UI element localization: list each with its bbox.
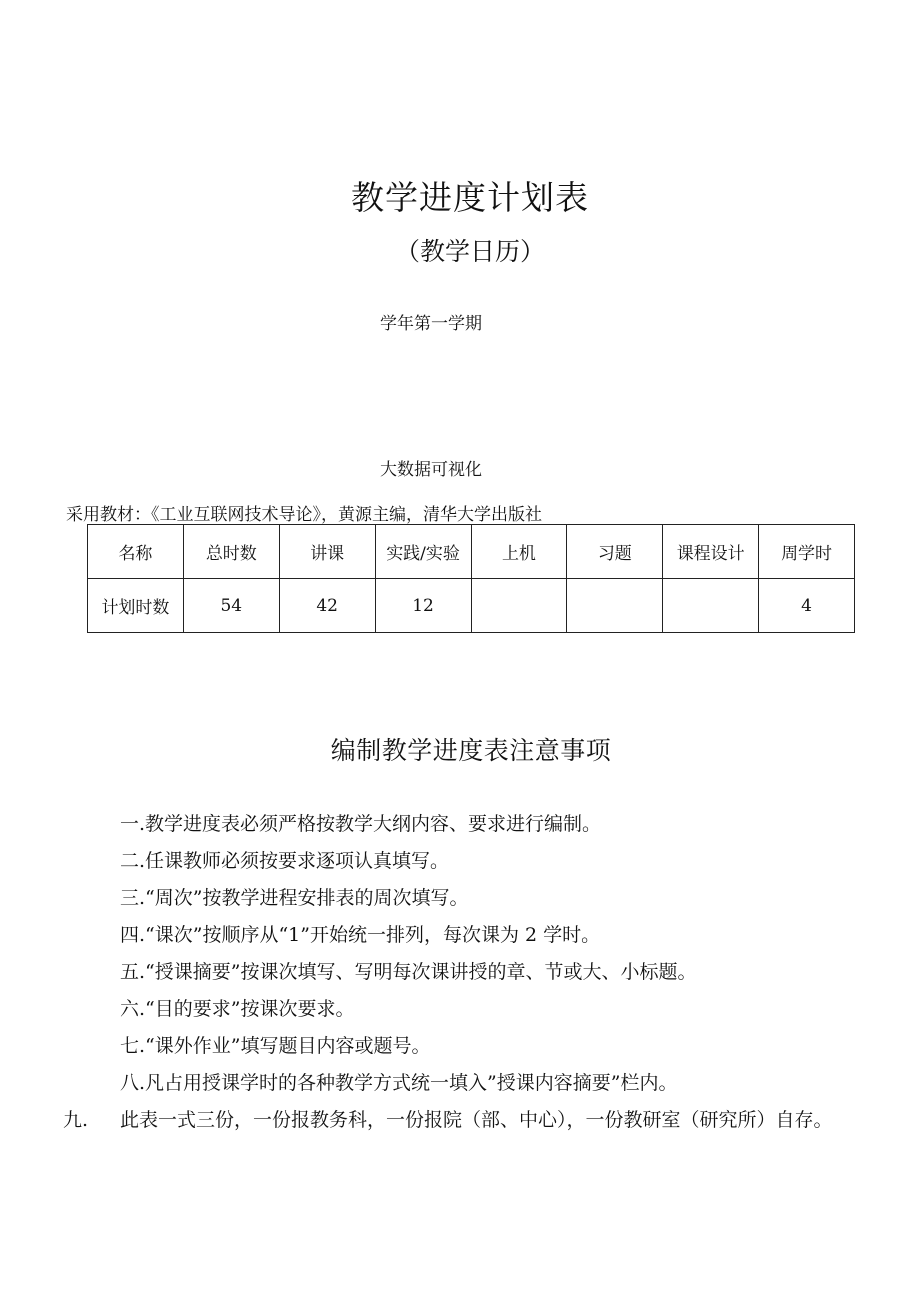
item-text: “目的要求”按课次要求。 bbox=[145, 998, 355, 1020]
table-row bbox=[88, 579, 855, 633]
item-text: “授课摘要”按课次填写、写明每次课讲授的章、节或大、小标题。 bbox=[145, 961, 697, 983]
column-header: 课程设计 bbox=[663, 525, 759, 579]
item-number: 一. bbox=[120, 813, 146, 835]
list-item bbox=[120, 991, 880, 1028]
column-header: 周学时 bbox=[759, 525, 855, 579]
table-cell bbox=[471, 579, 567, 633]
column-header: 实践/实验 bbox=[375, 525, 471, 579]
table-cell: 计划时数 bbox=[88, 579, 184, 633]
item-number: 七. bbox=[120, 1035, 146, 1057]
hours-table bbox=[87, 524, 855, 633]
textbook-info: 采用教材：《工业互联网技术导论》，黄源主编，清华大学出版社 bbox=[66, 505, 542, 525]
table-cell: 54 bbox=[183, 579, 279, 633]
table-cell bbox=[663, 579, 759, 633]
item-text: “课次”按顺序从“1”开始统一排列，每次课为 2 学时。 bbox=[145, 924, 601, 946]
item-text: 教学进度表必须严格按教学大纲内容、要求进行编制。 bbox=[145, 813, 602, 835]
item-number: 六. bbox=[120, 998, 146, 1020]
notes-list bbox=[63, 806, 880, 1139]
list-item bbox=[120, 806, 880, 843]
item-number: 二. bbox=[120, 850, 146, 872]
column-header: 总时数 bbox=[183, 525, 279, 579]
table-header-row bbox=[88, 525, 855, 579]
column-header: 讲课 bbox=[279, 525, 375, 579]
table-cell: 12 bbox=[375, 579, 471, 633]
item-number: 八. bbox=[120, 1072, 146, 1094]
semester-label: 学年第一学期 bbox=[380, 314, 482, 334]
item-number: 三. bbox=[120, 887, 146, 909]
list-item bbox=[120, 917, 880, 954]
table-cell: 42 bbox=[279, 579, 375, 633]
table-cell bbox=[567, 579, 663, 633]
table-cell: 4 bbox=[759, 579, 855, 633]
document-subtitle: （教学日历） bbox=[394, 237, 545, 266]
list-item bbox=[120, 954, 880, 991]
list-item bbox=[120, 880, 880, 917]
item-text: 此表一式三份，一份报教务科，一份报院（部、中心），一份教研室（研究所）自存。 bbox=[120, 1109, 833, 1131]
item-text: “课外作业”填写题目内容或题号。 bbox=[145, 1035, 431, 1057]
column-header: 名称 bbox=[88, 525, 184, 579]
item-text: 凡占用授课学时的各种教学方式统一填入”授课内容摘要”栏内。 bbox=[145, 1072, 678, 1094]
notes-title: 编制教学进度表注意事项 bbox=[330, 736, 612, 765]
list-item bbox=[120, 843, 880, 880]
list-item bbox=[120, 1065, 880, 1102]
item-number: 四. bbox=[120, 924, 146, 946]
column-header: 习题 bbox=[567, 525, 663, 579]
item-number: 五. bbox=[120, 961, 146, 983]
column-header: 上机 bbox=[471, 525, 567, 579]
item-text: “周次”按教学进程安排表的周次填写。 bbox=[145, 887, 469, 909]
item-text: 任课教师必须按要求逐项认真填写。 bbox=[145, 850, 450, 872]
list-item: 九. 此表一式三份，一份报教务科，一份报院（部、中心），一份教研室（研究所）自存。 bbox=[63, 1109, 833, 1131]
document-title: 教学进度计划表 bbox=[351, 178, 589, 217]
list-item bbox=[120, 1028, 880, 1065]
course-name: 大数据可视化 bbox=[380, 460, 482, 480]
